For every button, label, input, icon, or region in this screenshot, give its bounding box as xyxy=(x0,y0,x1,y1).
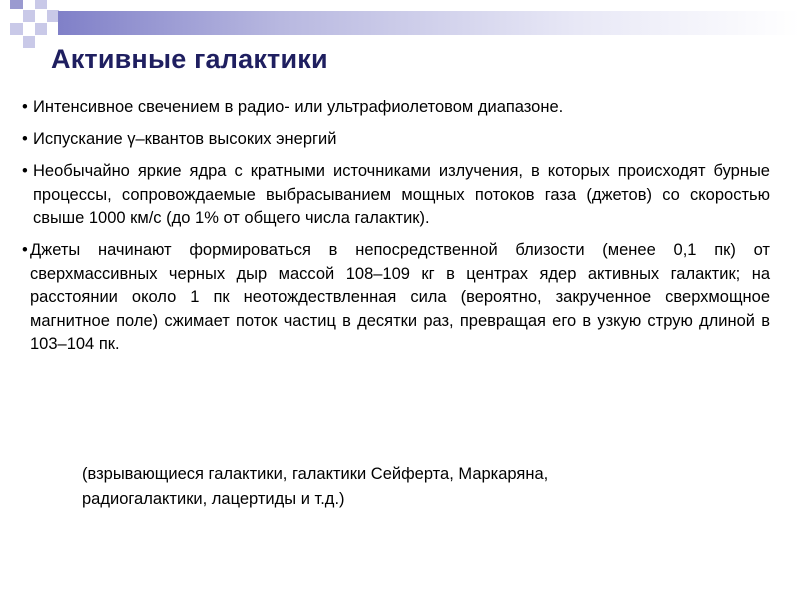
header-gradient-bar xyxy=(58,11,800,35)
bullet-list xyxy=(22,96,770,365)
bullet-item xyxy=(22,96,770,120)
bullet-item xyxy=(22,160,770,231)
footer-line: радиогалактики, лацертиды и т.д.) xyxy=(82,490,345,508)
bullet-text: Интенсивное свечением в радио- или ультрафиолетовом диапазоне. xyxy=(33,98,564,116)
decor-square xyxy=(10,0,23,9)
decor-square xyxy=(23,36,35,48)
bullet-icon: • xyxy=(22,98,28,116)
decor-square xyxy=(10,23,23,35)
decor-square xyxy=(35,23,47,35)
bullet-item xyxy=(22,128,770,152)
slide-title: Активные галактики xyxy=(51,44,328,74)
bullet-text: Испускание γ–квантов высоких энергий xyxy=(33,130,337,148)
bullet-icon: • xyxy=(22,130,28,148)
bullet-text: Необычайно яркие ядра с кратными источниками излучения, в которых происходят бурные процессы, сопровождаемые выбрасыванием мощных потоков газа (джетов) со скоростью свыше 1000 км/с (до 1% от общего числа галактик). xyxy=(33,162,770,227)
bullet-text: Джеты начинают формироваться в непосредственной близости (менее 0,1 пк) от сверхмассивных черных дыр массой 108–109 кг в центрах ядер активных галактик; на расстоянии около 1 пк неотождествленная сила (вероятно, закрученное сверхмощное магнитное поле) сжимает поток частиц в десятки раз, превращая его в узкую струю длиной в 103–104 пк. xyxy=(30,241,770,353)
decor-square xyxy=(35,0,47,9)
decor-square xyxy=(23,10,35,22)
bullet-item xyxy=(22,239,770,357)
bullet-icon: • xyxy=(22,162,28,180)
bullet-icon: • xyxy=(22,241,28,259)
footer-line: (взрывающиеся галактики, галактики Сейферта, Маркаряна, xyxy=(82,465,549,483)
footer-note xyxy=(82,462,702,512)
